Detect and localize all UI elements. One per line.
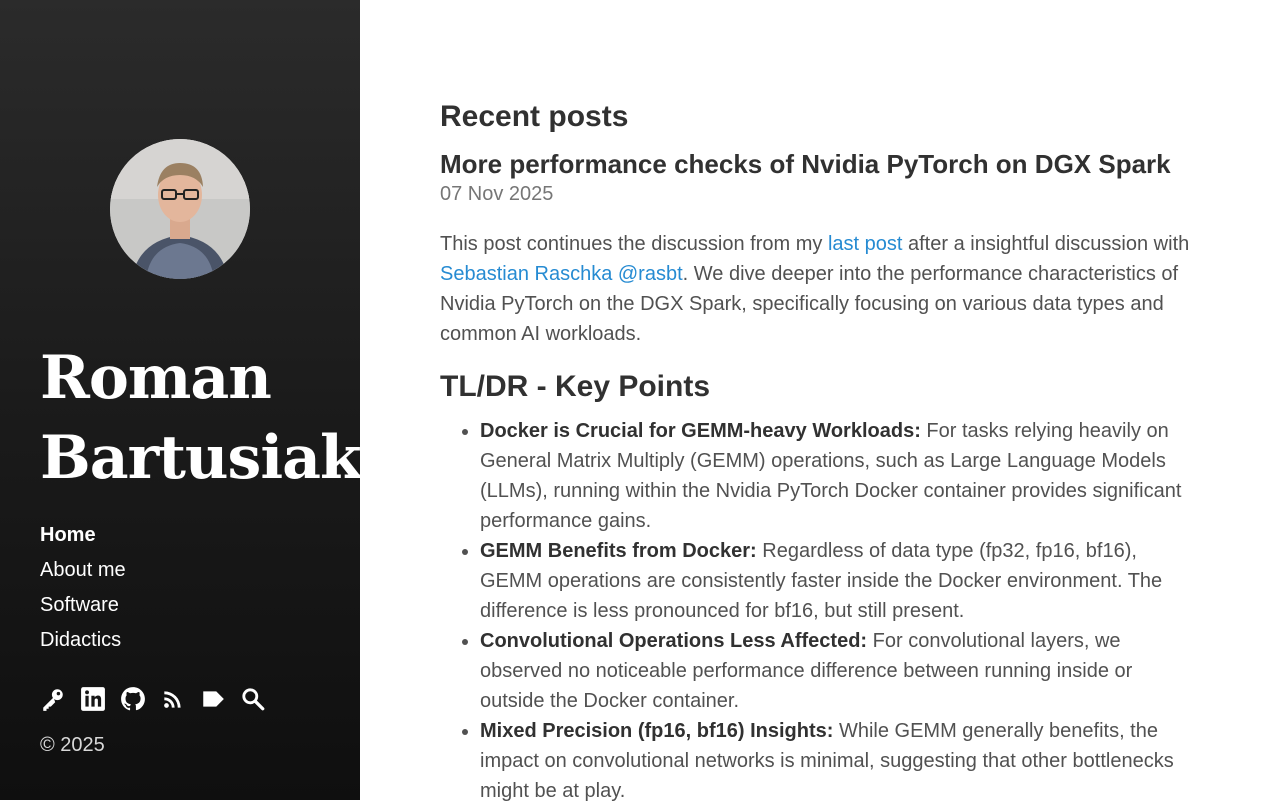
copyright: © 2025 bbox=[40, 734, 105, 756]
linkedin-icon[interactable] bbox=[80, 686, 120, 714]
post-intro bbox=[440, 229, 1200, 349]
site-name[interactable] bbox=[40, 338, 361, 498]
point-title: Docker is Crucial for GEMM-heavy Workloads: bbox=[480, 420, 921, 442]
point-text: Regardless of data type (fp32, fp16, bf16), GEMM operations are consistently faster inside the Docker environment. The difference is less pronounced for bf16, but still present. bbox=[480, 540, 1163, 622]
point-title: Mixed Precision (fp16, bf16) Insights: bbox=[480, 720, 834, 742]
social-icons bbox=[40, 686, 280, 714]
post-date: 07 Nov 2025 bbox=[440, 183, 554, 205]
key-points-list bbox=[440, 416, 1200, 806]
tldr-heading: TL/DR - Key Points bbox=[440, 370, 711, 403]
site-name-line2: Bartusiak bbox=[40, 423, 361, 493]
point-title: Convolutional Operations Less Affected: bbox=[480, 630, 868, 652]
list-item bbox=[480, 716, 1200, 806]
avatar bbox=[110, 139, 250, 279]
rss-icon[interactable] bbox=[160, 686, 200, 714]
intro-text-3: . We dive deeper into the performance characteristics of Nvidia PyTorch on the DGX Spark, specifically focusing on various data types and common AI workloads. bbox=[440, 263, 1179, 345]
post-title[interactable]: More performance checks of Nvidia PyTorch on DGX Spark bbox=[440, 149, 1171, 179]
point-text: While GEMM generally benefits, the impact on convolutional networks is minimal, suggesting that other bottlenecks might be at play. bbox=[480, 720, 1174, 802]
site-name-line1: Roman bbox=[40, 343, 271, 413]
nav-item-didactics[interactable]: Didactics bbox=[40, 629, 122, 651]
point-title: GEMM Benefits from Docker: bbox=[480, 540, 757, 562]
github-icon[interactable] bbox=[120, 686, 160, 714]
point-text: For tasks relying heavily on General Matrix Multiply (GEMM) operations, such as Large Language Models (LLMs), running within the Nvidia PyTorch Docker container provides significant performance gains. bbox=[480, 420, 1182, 532]
list-item bbox=[480, 626, 1200, 716]
sidebar bbox=[0, 0, 360, 800]
list-item bbox=[480, 416, 1200, 536]
intro-text-2: after a insightful discussion with bbox=[902, 233, 1190, 255]
nav-item-about-me[interactable]: About me bbox=[40, 559, 126, 581]
list-item bbox=[480, 536, 1200, 626]
sidebar-nav bbox=[40, 520, 126, 660]
section-title: Recent posts bbox=[440, 100, 629, 133]
last-post-link[interactable]: last post bbox=[827, 233, 903, 255]
nav-item-home[interactable]: Home bbox=[40, 524, 96, 546]
point-text: For convolutional layers, we observed no noticeable performance difference between running inside or outside the Docker container. bbox=[480, 630, 1133, 712]
tag-icon[interactable] bbox=[200, 686, 240, 714]
key-icon[interactable] bbox=[40, 686, 80, 714]
search-icon[interactable] bbox=[240, 686, 280, 714]
intro-text-1: This post continues the discussion from my bbox=[440, 233, 828, 255]
raschka-link[interactable]: Sebastian Raschka @rasbt bbox=[440, 263, 683, 285]
nav-item-software[interactable]: Software bbox=[40, 594, 119, 616]
